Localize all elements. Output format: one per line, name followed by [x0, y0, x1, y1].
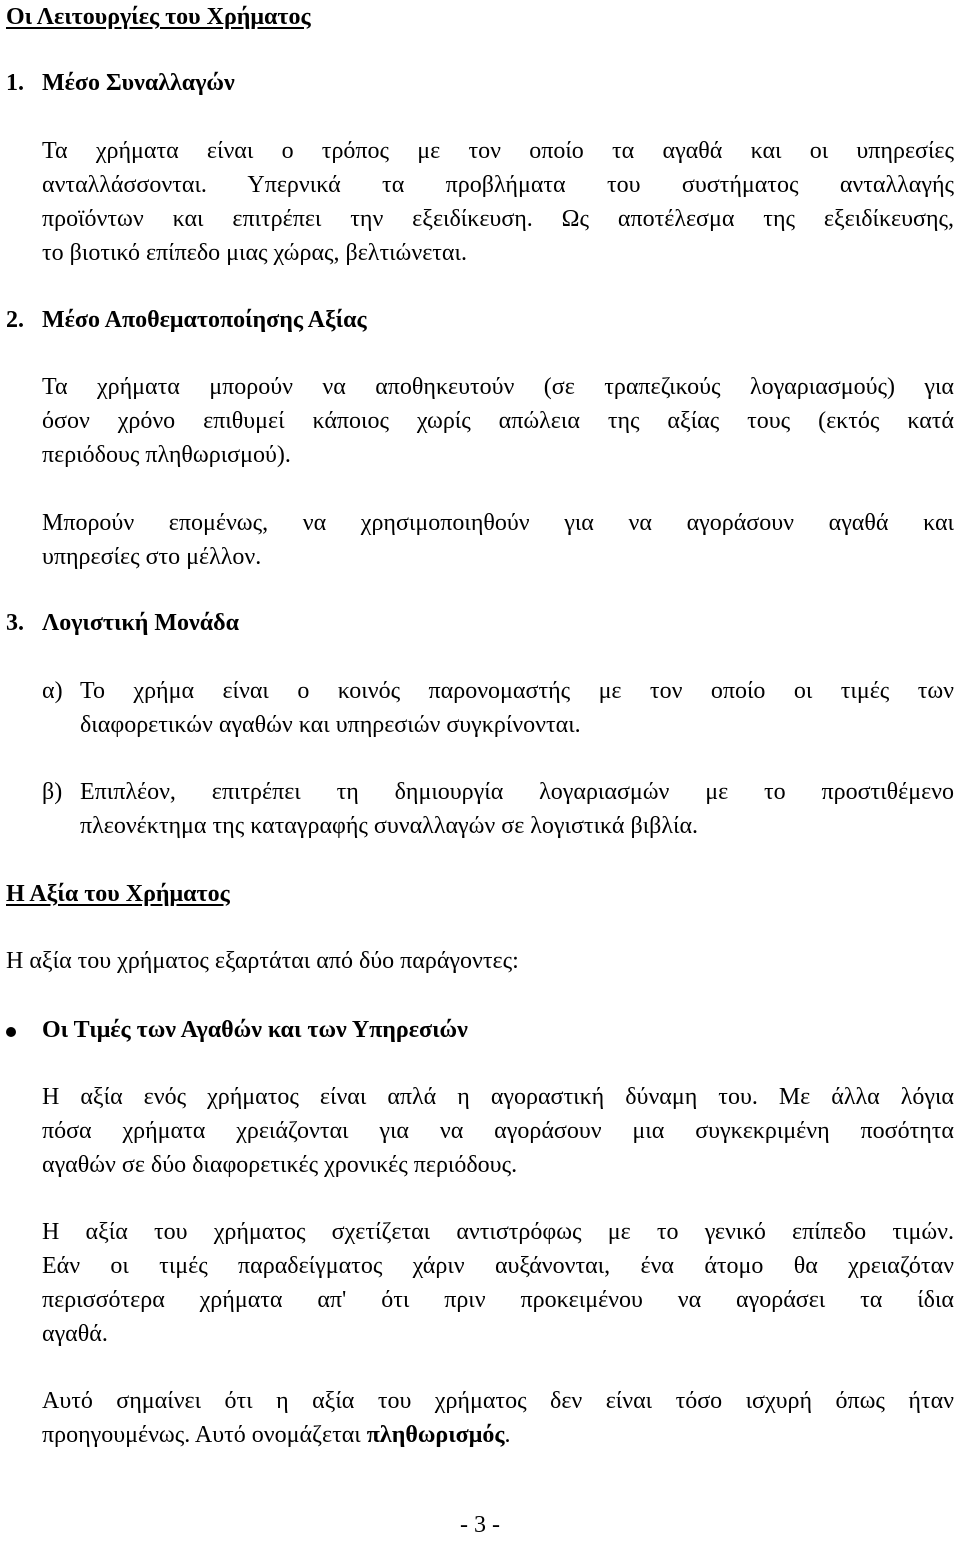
bullet-heading: Οι Τιμές των Αγαθών και των Υπηρεσιών: [42, 1017, 468, 1043]
section-1-heading: [6, 66, 235, 100]
inflation-term: πληθωρισμός: [366, 1422, 505, 1448]
text-line: περισσότερα χρήματα απ' ότι πριν προκειμένου να αγοράσει τα ίδια: [42, 1287, 954, 1313]
section-2-paragraph-1: [42, 370, 954, 472]
section-2-number: 2.: [6, 307, 24, 333]
section-1-paragraph: [42, 134, 954, 270]
section-3-heading: [6, 606, 239, 640]
text-line: Μπορούν επομένως, να χρησιμοποιηθούν για να αγοράσουν αγαθά και: [42, 510, 954, 536]
value-paragraph-3: [42, 1384, 954, 1452]
item-b-label: β): [42, 779, 63, 805]
item-a-label: α): [42, 678, 63, 704]
value-section-title: Η Αξία του Χρήματος: [6, 881, 230, 907]
text-line: [42, 1418, 954, 1452]
text-line: το βιοτικό επίπεδο μιας χώρας, βελτιώνεται.: [42, 240, 467, 266]
page-number: - 3 -: [460, 1512, 500, 1538]
section-3-title: Λογιστική Μονάδα: [42, 610, 240, 636]
text-line: περιόδους πληθωρισμού).: [42, 442, 291, 468]
text-line: ανταλλάσσονται. Υπερνικά τα προβλήματα του συστήματος ανταλλαγής: [42, 172, 954, 198]
text-line: Η αξία ενός χρήματος είναι απλά η αγοραστική δύναμη του. Με άλλα λόγια: [42, 1084, 954, 1110]
text-line: όσον χρόνο επιθυμεί κάποιος χωρίς απώλεια της αξίας τους (εκτός κατά: [42, 408, 954, 434]
value-paragraph-2: [42, 1215, 954, 1351]
section-2-paragraph-2: [42, 506, 954, 574]
text-line: πλεονέκτημα της καταγραφής συναλλαγών σε λογιστικά βιβλία.: [80, 813, 699, 839]
text-line: αγαθά.: [42, 1321, 108, 1347]
text-line: Επιπλέον, επιτρέπει τη δημιουργία λογαριασμών με το προστιθέμενο: [80, 779, 954, 805]
bullet-icon: [6, 1027, 16, 1037]
text-line: Εάν οι τιμές παραδείγματος χάριν αυξάνονται, ένα άτομο θα χρειαζόταν: [42, 1253, 954, 1279]
text-line: Τα χρήματα μπορούν να αποθηκευτούν (σε τραπεζικούς λογαριασμούς) για: [42, 374, 954, 400]
text-line: Αυτό σημαίνει ότι η αξία του χρήματος δεν είναι τόσο ισχυρή όπως ήταν: [42, 1388, 954, 1414]
section-3-number: 3.: [6, 610, 24, 636]
section-1-title: Μέσο Συναλλαγών: [42, 70, 235, 96]
section-3-item-b: [42, 775, 954, 843]
section-2-heading: [6, 303, 367, 337]
text-line: Τα χρήματα είναι ο τρόπος με τον οποίο τα αγαθά και οι υπηρεσίες: [42, 138, 954, 164]
text-segment: προηγουμένως. Αυτό ονομάζεται: [42, 1422, 361, 1448]
text-line: Η αξία του χρήματος σχετίζεται αντιστρόφως με το γενικό επίπεδο τιμών.: [42, 1219, 954, 1245]
text-segment: .: [504, 1422, 511, 1448]
value-paragraph-1: [42, 1080, 954, 1182]
section-1-number: 1.: [6, 70, 24, 96]
text-line: Η αξία του χρήματος εξαρτάται από δύο παράγοντες:: [6, 948, 519, 974]
text-line: υπηρεσίες στο μέλλον.: [42, 544, 262, 570]
value-intro: [6, 944, 954, 978]
text-line: προϊόντων και επιτρέπει την εξειδίκευση. Ως αποτέλεσμα της εξειδίκευσης,: [42, 206, 954, 232]
text-line: πόσα χρήματα χρειάζονται για να αγοράσουν μια συγκεκριμένη ποσότητα: [42, 1118, 954, 1144]
text-line: αγαθών σε δύο διαφορετικές χρονικές περιόδους.: [42, 1152, 518, 1178]
section-3-item-a: [42, 674, 954, 742]
page-title: Οι Λειτουργίες του Χρήματος: [6, 4, 311, 30]
text-line: Το χρήμα είναι ο κοινός παρονομαστής με τον οποίο οι τιμές των: [80, 678, 954, 704]
text-line: διαφορετικών αγαθών και υπηρεσιών συγκρίνονται.: [80, 712, 581, 738]
section-2-title: Μέσο Αποθεματοποίησης Αξίας: [42, 307, 367, 333]
